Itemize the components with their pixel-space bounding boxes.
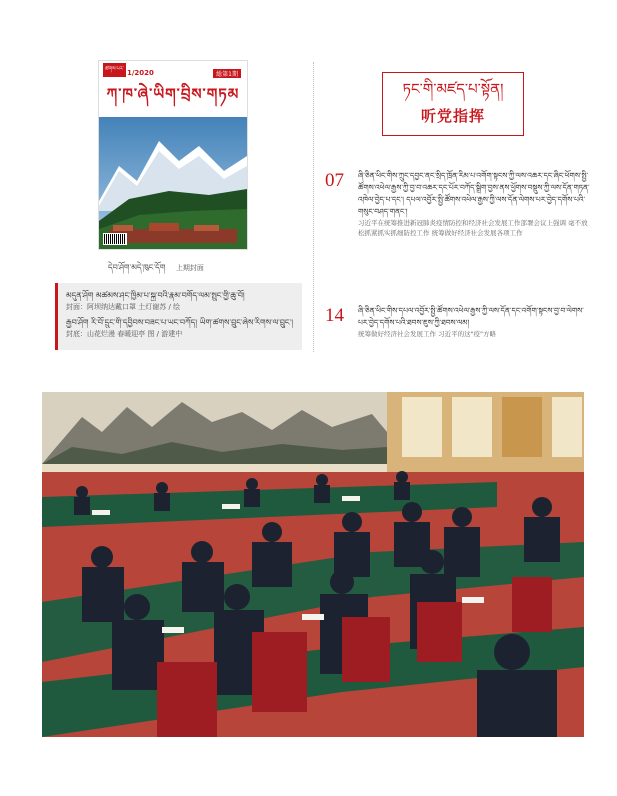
cover-landscape-photo	[99, 111, 247, 249]
toc-title-chinese: 统筹做好经济社会发展工作 习近平的这"疫"方略	[358, 330, 497, 338]
toc-entry-body	[358, 170, 594, 238]
cover-caption-tibetan: དེབ་ཤོག་མདེ་ཁུང་དོག	[108, 263, 166, 272]
section-heading	[382, 72, 524, 136]
meeting-photo	[42, 392, 584, 737]
front-cover-credit-tibetan: མདུན་ཤོག མཚམས་ཤང་ཁྱིམ་པ་སྐྱ་བའི་རྣམ་བགོད་ལམ་སྤུང་གྱི་ཆུ་བོ།	[66, 291, 245, 300]
column-divider	[313, 62, 314, 352]
section-heading-tibetan: ཏང་གི་མཛད་པ་སྟོན།	[402, 80, 504, 98]
cover-title: ཀ་ཁ་ཞེ་ཡིག་བྲིས་གཏམ	[106, 85, 240, 103]
magazine-cover-image	[98, 60, 248, 250]
toc-title-chinese: 习近平在统筹推进新冠肺炎疫情防控和经济社会发展工作部署会议上强调 毫不放松抓紧抓实抓细防控工作 统筹做好经济社会发展各项工作	[358, 219, 588, 237]
front-cover-credit-chinese: 封面：阿坝纳达戴口罩 土灯谢苏 / 绘	[66, 303, 181, 311]
cover-badge: ཚགས་པར་	[103, 63, 126, 77]
back-cover-credit-chinese: 封底：山花烂漫 春暖迎亭 图 / 游建中	[66, 330, 183, 338]
toc-page-number: 07	[325, 170, 344, 191]
toc-page-number: 14	[325, 305, 344, 326]
cover-caption-chinese: 上期封面	[175, 264, 204, 272]
cover-issue-number: 1/2020	[127, 69, 154, 77]
cover-caption	[108, 258, 204, 281]
toc-title-tibetan: ཞི་ཅིན་ཕིང་གིས་དཔལ་འབྱོར་སྤྱི་ཚོགས་འཕེལ་རྒྱས་ཀྱི་ལས་དོན་དང་འགོག་སྟངས་བྱ་བ་ལེགས་པར་བྱེད་དགོས་པའི་ཐབས་ཇུས་ཀྱི་ཐབས་ལམ།	[358, 306, 584, 327]
section-heading-chinese: 听党指挥	[420, 107, 485, 125]
cover-badge-right: 総第1期	[213, 69, 241, 78]
toc-title-tibetan: ཞི་ཅིན་ཕིང་གིས་ཀྲུང་དབྱང་ནང་སྲིད་ཁྲོན་རིམ་པ་འགོག་སྟངས་ཀྱི་ལས་འཆར་དང་ཞིང་ཕོགས་སྤྱི་ཚོགས་འཕེལ་རྒྱས་ཀྱི་བྱ་བ་འཆར་དང་པོར་བཀོད་སྒྲིག་བྱས་ནས་ཕྱོགས་བསྡུས་ཀྱི་ལས་དོན་གཏན་འཁེལ་བྱེད་པ་དང་། དཔལ་འབྱོར་སྤྱི་ཚོགས་འཕེལ་རྒྱས་ཀྱི་ལས་དོན་ལེགས་པར་བྱེད་དགོས་པའི་གསུང་བཤད་གནང་།	[358, 171, 590, 216]
barcode-icon	[103, 233, 127, 245]
back-cover-credit-tibetan: རྒྱབ་ཤོག རི་བོ་དྲུང་གི་དབྱིབས་བཟང་པ་ཡང་བཀོད། ཡིག་ཚགས་བྲུང་ཞེས་རིགས་ལ་བྲུང་།	[66, 318, 293, 327]
toc-entry-body	[358, 305, 594, 339]
cover-credits-box	[55, 283, 302, 350]
